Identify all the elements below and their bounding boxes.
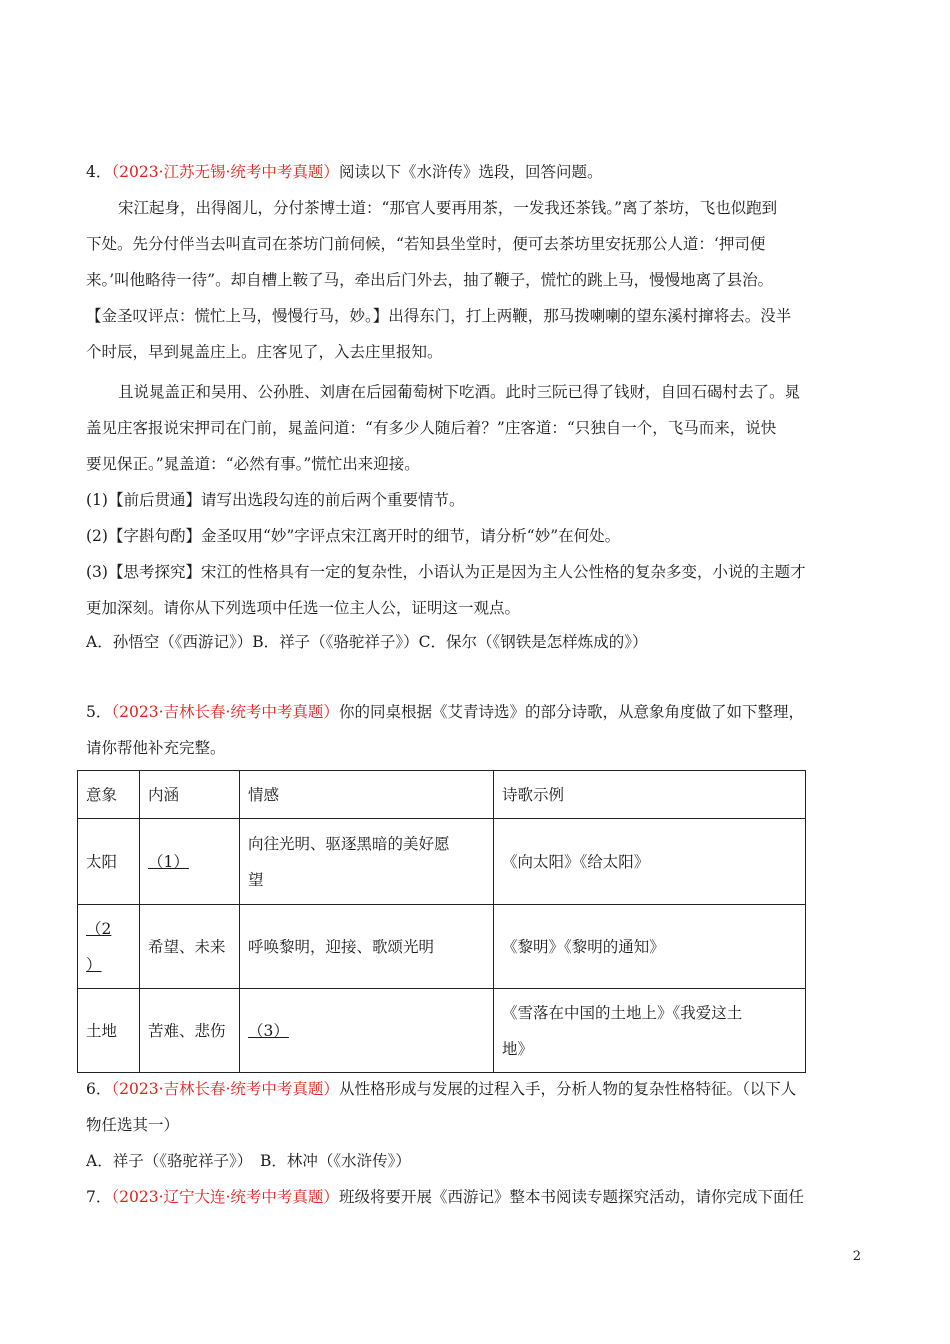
table-cell-text: 《雪落在中国的土地上》《我爱这土 bbox=[502, 1003, 743, 1022]
q6-prompt: 从性格形成与发展的过程入手，分析人物的复杂性格特征。（以下人 bbox=[338, 1080, 797, 1098]
table-header-cell: 内涵 bbox=[140, 771, 240, 819]
q4-heading bbox=[86, 162, 602, 182]
blank-2-text: （2 bbox=[86, 919, 112, 938]
q4-prompt: 阅读以下《水浒传》选段，回答问题。 bbox=[338, 163, 603, 181]
q6-options: A．祥子（《骆驼祥子》） B．林冲（《水浒传》） bbox=[86, 1152, 411, 1170]
q4-sub2: (2)【字斟句酌】金圣叹用“妙”字评点宋江离开时的细节，请分析“妙”在何处。 bbox=[86, 527, 621, 545]
blank-3 bbox=[240, 989, 494, 1073]
q4-passage-line: 宋江起身，出得阁儿，分付茶博士道：“那官人要再用茶，一发我还茶钱。”离了茶坊，飞也似跑到 bbox=[118, 199, 778, 217]
table-cell bbox=[240, 819, 494, 905]
q7-prompt: 班级将要开展《西游记》整本书阅读专题探究活动，请你完成下面任 bbox=[338, 1188, 804, 1206]
q7-source: （2023·辽宁大连·统考中考真题） bbox=[111, 1188, 339, 1206]
q5-source: （2023·吉林长春·统考中考真题） bbox=[111, 703, 339, 721]
table-header-cell: 诗歌示例 bbox=[494, 771, 806, 819]
imagery-table bbox=[77, 770, 806, 1073]
table-header-cell: 情感 bbox=[240, 771, 494, 819]
q4-sub1: (1)【前后贯通】请写出选段勾连的前后两个重要情节。 bbox=[86, 491, 465, 509]
blank-1 bbox=[140, 819, 240, 905]
q5-number: 5． bbox=[86, 703, 112, 721]
q4-passage-line: 下处。先分付伴当去叫直司在茶坊门前伺候，“若知县坐堂时，便可去茶坊里安抚那公人道：‘押司便 bbox=[86, 235, 766, 253]
table-cell-text: 向往光明、驱逐黑暗的美好愿 bbox=[248, 834, 450, 853]
table-row bbox=[78, 989, 806, 1073]
q5-prompt: 你的同桌根据《艾青诗选》的部分诗歌，从意象角度做了如下整理， bbox=[338, 703, 804, 721]
blank-1-text: （1） bbox=[148, 852, 189, 871]
q5-heading bbox=[86, 702, 804, 722]
table-cell: 《向太阳》《给太阳》 bbox=[494, 819, 806, 905]
q4-sub3-line1: (3)【思考探究】宋江的性格具有一定的复杂性，小语认为正是因为主人公性格的复杂多变，小说的主题才 bbox=[86, 563, 806, 581]
page-number: 2 bbox=[852, 1249, 861, 1264]
table-header-row bbox=[78, 771, 806, 819]
q6-heading bbox=[86, 1079, 796, 1099]
q4-passage-line: 盖见庄客报说宋押司在门前，晁盖问道：“有多少人随后着？”庄客道：“只独自一个，飞马而来，说快 bbox=[86, 419, 777, 437]
table-cell: 希望、未来 bbox=[140, 905, 240, 989]
table-cell: 土地 bbox=[78, 989, 140, 1073]
q7-number: 7． bbox=[86, 1188, 112, 1206]
q4-passage-line: 且说晁盖正和吴用、公孙胜、刘唐在后园葡萄树下吃酒。此时三阮已得了钱财，自回石碣村去了。晁 bbox=[118, 383, 801, 401]
q4-options: A．孙悟空（《西游记》）B．祥子（《骆驼祥子》）C．保尔（《钢铁是怎样炼成的》） bbox=[86, 633, 648, 651]
table-row bbox=[78, 905, 806, 989]
table-cell: 《黎明》《黎明的通知》 bbox=[494, 905, 806, 989]
table-cell-text: 地》 bbox=[502, 1039, 534, 1058]
blank-3-text: （3） bbox=[248, 1021, 289, 1040]
q4-number: 4． bbox=[86, 163, 112, 181]
table-cell: 太阳 bbox=[78, 819, 140, 905]
q4-sub3-line2: 更加深刻。请你从下列选项中任选一位主人公，证明这一观点。 bbox=[86, 599, 521, 617]
q6-source: （2023·吉林长春·统考中考真题） bbox=[111, 1080, 339, 1098]
blank-2 bbox=[78, 905, 140, 989]
q4-passage-line: 来。’叫他略待一待”。却自槽上鞍了马，牵出后门外去，抽了鞭子，慌忙的跳上马，慢慢地离了县治。 bbox=[86, 271, 774, 289]
table-cell: 呼唤黎明，迎接、歌颂光明 bbox=[240, 905, 494, 989]
blank-2-text: ） bbox=[86, 955, 102, 974]
table-header-cell: 意象 bbox=[78, 771, 140, 819]
q4-passage-line: 【金圣叹评点：慌忙上马，慢慢行马，妙。】出得东门，打上两鞭，那马拨喇喇的望东溪村撺将去。没半 bbox=[86, 307, 792, 325]
table-row bbox=[78, 819, 806, 905]
q7-heading bbox=[86, 1187, 804, 1207]
q6-number: 6． bbox=[86, 1080, 112, 1098]
q4-passage-line: 要见保正。”晁盖道：“必然有事。”慌忙出来迎接。 bbox=[86, 455, 420, 473]
q4-source: （2023·江苏无锡·统考中考真题） bbox=[111, 163, 339, 181]
q5-prompt-line2: 请你帮他补充完整。 bbox=[86, 739, 226, 757]
q4-passage-line: 个时辰，早到晁盖庄上。庄客见了，入去庄里报知。 bbox=[86, 343, 443, 361]
table-cell-text: 望 bbox=[248, 870, 264, 889]
table-cell bbox=[494, 989, 806, 1073]
q6-prompt-line2: 物任选其一） bbox=[86, 1116, 180, 1134]
table-cell: 苦难、悲伤 bbox=[140, 989, 240, 1073]
